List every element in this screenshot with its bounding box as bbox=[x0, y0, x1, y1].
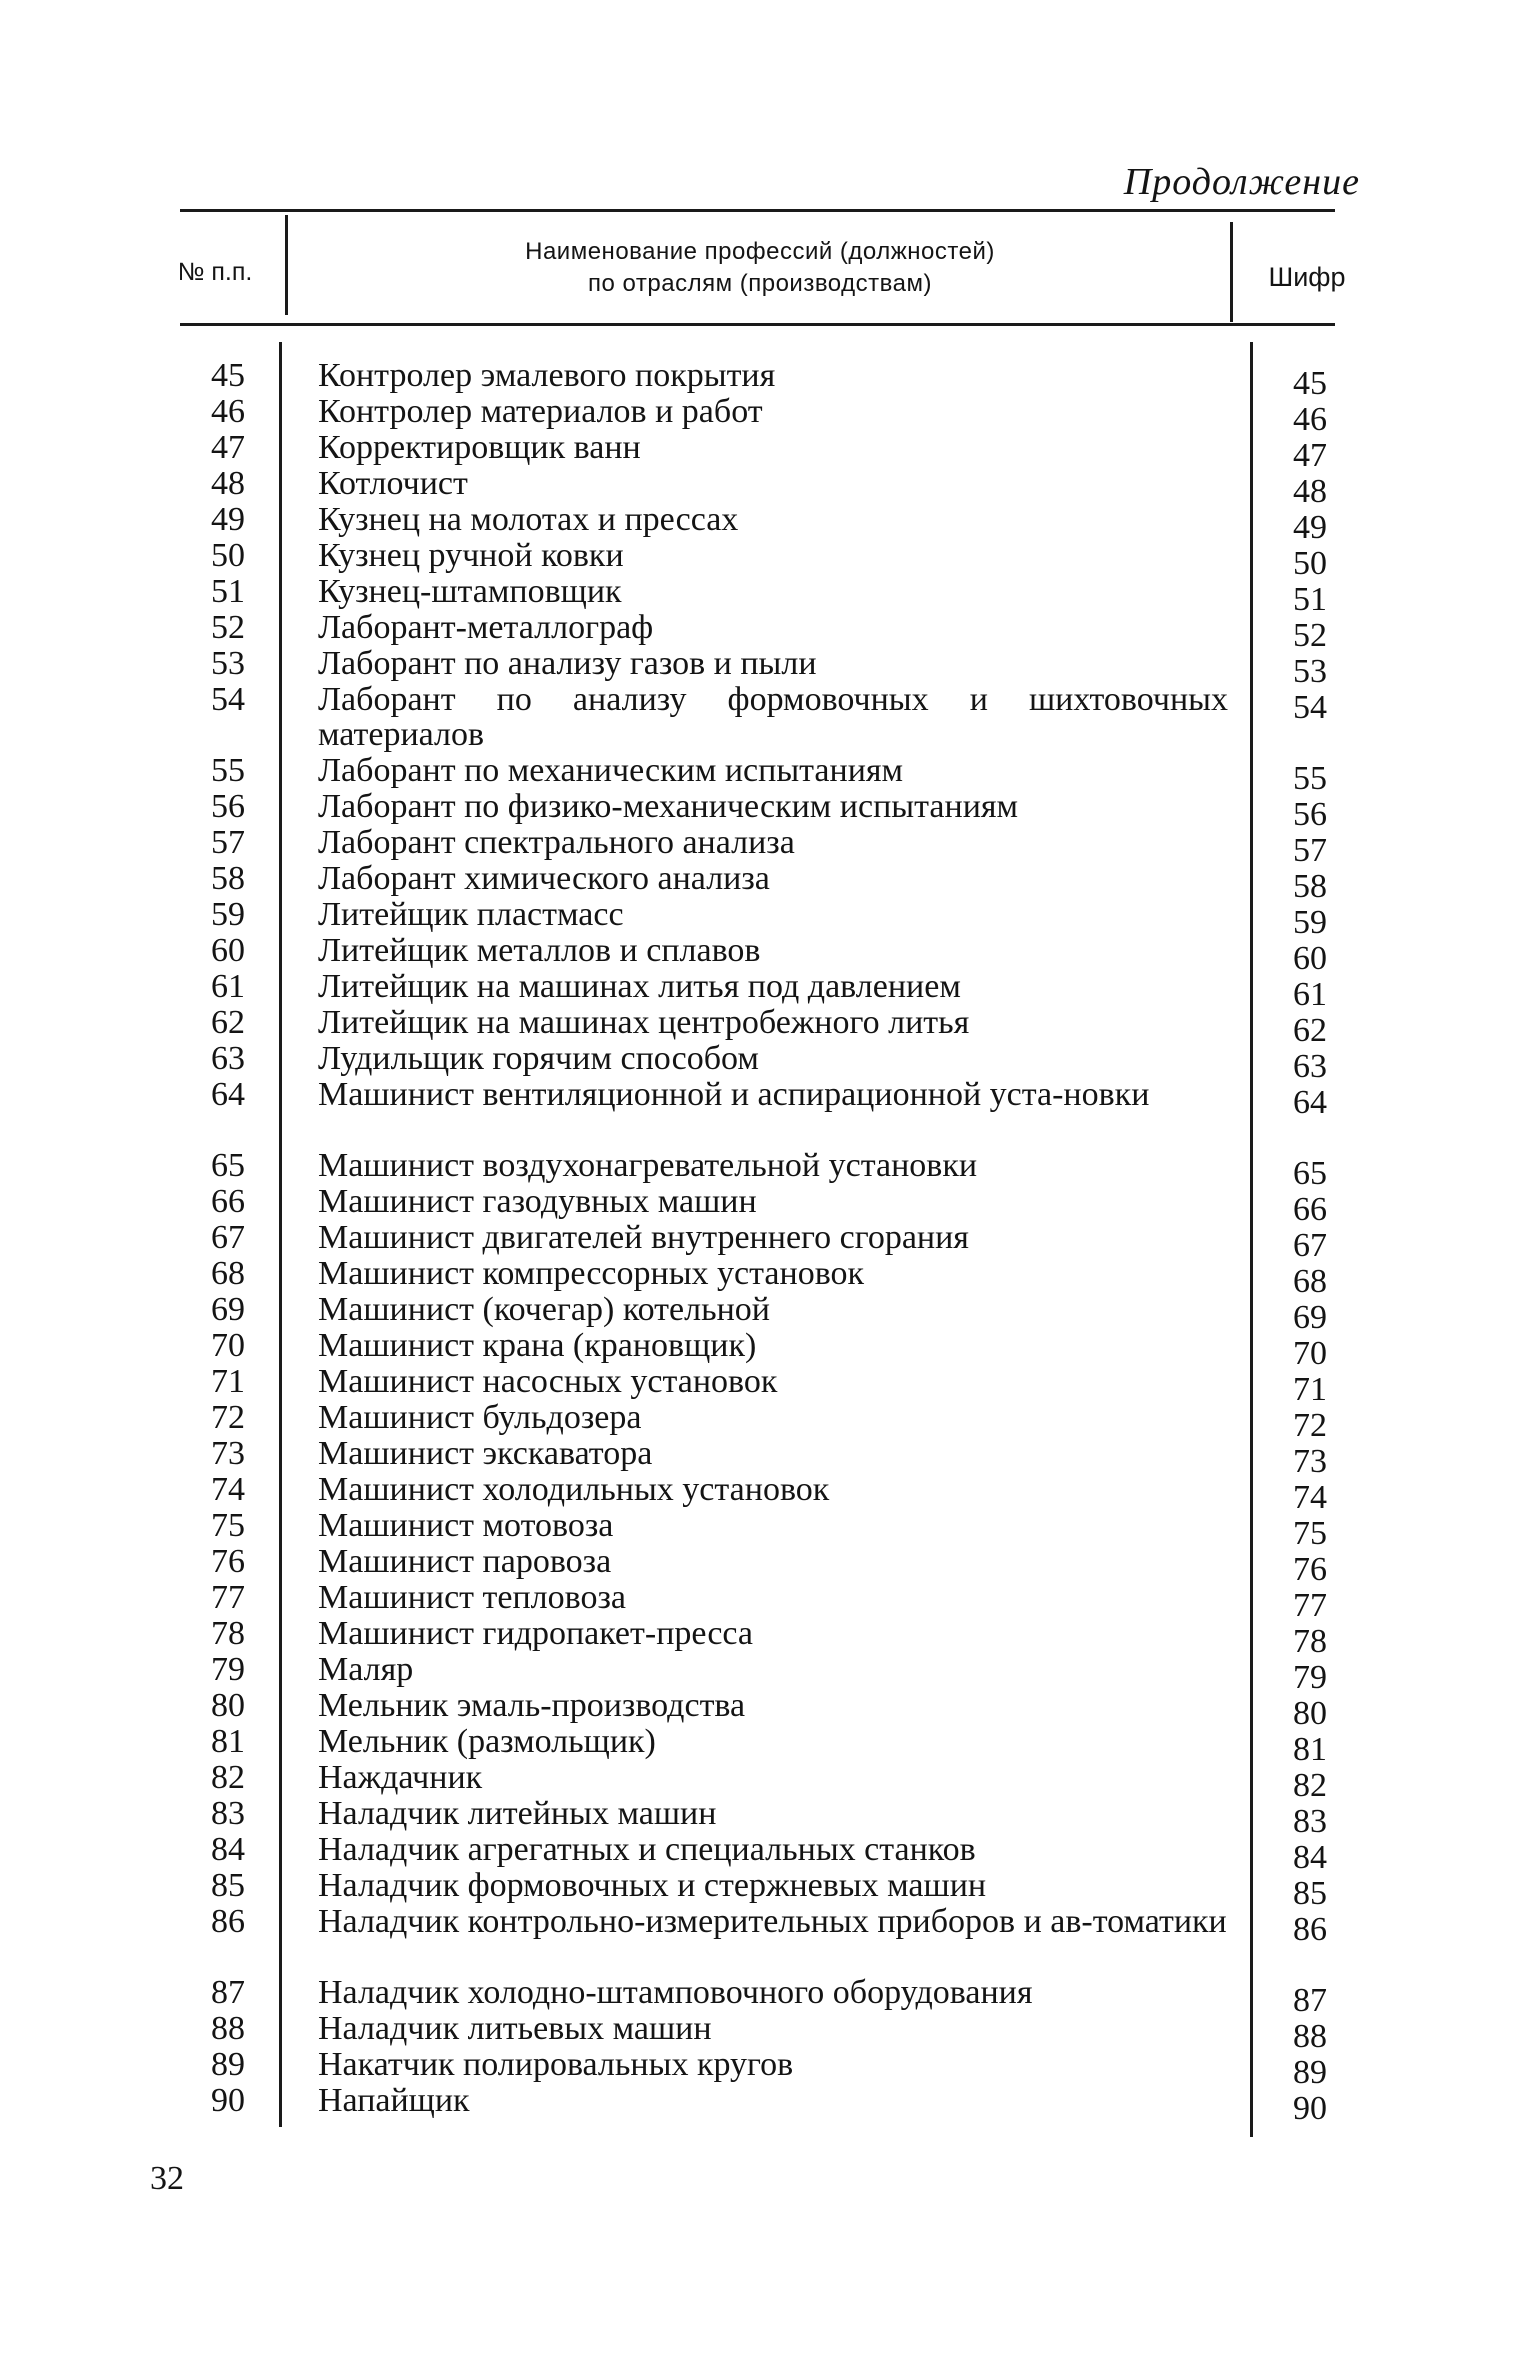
row-number: 59 bbox=[211, 896, 245, 933]
row-number: 72 bbox=[211, 1399, 245, 1436]
row-number: 83 bbox=[211, 1795, 245, 1832]
row-code: 89 bbox=[1293, 2054, 1327, 2091]
row-number: 67 bbox=[211, 1219, 245, 1256]
row-number: 87 bbox=[211, 1974, 245, 2011]
row-profession-name: Машинист экскаватора bbox=[318, 1435, 653, 1472]
row-number: 76 bbox=[211, 1543, 245, 1580]
table-row bbox=[0, 1507, 1535, 1552]
column-header-name-line2: по отраслям (производствам) bbox=[588, 270, 932, 297]
row-profession-name: Машинист гидропакет-пресса bbox=[318, 1615, 754, 1652]
table-row bbox=[0, 1471, 1535, 1516]
table-row bbox=[0, 1147, 1535, 1192]
row-number: 61 bbox=[211, 968, 245, 1005]
row-profession-name: Лаборант по анализу газов и пыли bbox=[318, 645, 817, 682]
table-row bbox=[0, 501, 1535, 546]
row-code: 57 bbox=[1293, 832, 1327, 869]
table-row bbox=[0, 1040, 1535, 1085]
row-number: 53 bbox=[211, 645, 245, 682]
row-number: 82 bbox=[211, 1759, 245, 1796]
row-number: 84 bbox=[211, 1831, 245, 1868]
row-number: 54 bbox=[211, 681, 245, 718]
table-row bbox=[0, 1399, 1535, 1444]
row-number: 80 bbox=[211, 1687, 245, 1724]
header-top-rule bbox=[180, 209, 1335, 212]
row-code: 49 bbox=[1293, 509, 1327, 546]
row-profession-name: Лаборант по физико-механическим испытаниям bbox=[318, 788, 1019, 825]
row-number: 74 bbox=[211, 1471, 245, 1508]
table-row bbox=[0, 1615, 1535, 1660]
row-code: 90 bbox=[1293, 2090, 1327, 2127]
row-number: 55 bbox=[211, 752, 245, 789]
row-number: 81 bbox=[211, 1723, 245, 1760]
row-profession-name: Лаборант спектрального анализа bbox=[318, 824, 795, 861]
table-row bbox=[0, 932, 1535, 977]
row-profession-name: Машинист насосных установок bbox=[318, 1363, 778, 1400]
row-code: 82 bbox=[1293, 1767, 1327, 1804]
table-row bbox=[0, 1327, 1535, 1372]
row-code: 63 bbox=[1293, 1048, 1327, 1085]
row-profession-name: Машинист крана (крановщик) bbox=[318, 1327, 757, 1364]
row-profession-name: Литейщик на машинах центробежного литья bbox=[318, 1004, 970, 1041]
row-code: 70 bbox=[1293, 1335, 1327, 1372]
row-profession-name: Литейщик пластмасс bbox=[318, 896, 624, 933]
table-row bbox=[0, 860, 1535, 905]
table-row bbox=[0, 1651, 1535, 1696]
row-number: 57 bbox=[211, 824, 245, 861]
row-profession-name: Машинист компрессорных установок bbox=[318, 1255, 865, 1292]
row-code: 80 bbox=[1293, 1695, 1327, 1732]
table-row bbox=[0, 1974, 1535, 2019]
table-row bbox=[0, 573, 1535, 618]
row-number: 66 bbox=[211, 1183, 245, 1220]
row-code: 83 bbox=[1293, 1803, 1327, 1840]
row-profession-name: Мельник (размольщик) bbox=[318, 1723, 656, 1760]
row-code: 62 bbox=[1293, 1012, 1327, 1049]
table-row bbox=[0, 1543, 1535, 1588]
row-code: 77 bbox=[1293, 1587, 1327, 1624]
row-profession-name: Напайщик bbox=[318, 2082, 470, 2119]
row-number: 46 bbox=[211, 393, 245, 430]
row-profession-name: Машинист мотовоза bbox=[318, 1507, 614, 1544]
table-row bbox=[0, 1183, 1535, 1228]
table-row bbox=[0, 788, 1535, 833]
table-row bbox=[0, 465, 1535, 510]
column-header-name bbox=[290, 236, 1230, 300]
row-profession-name: Лудильщик горячим способом bbox=[318, 1040, 759, 1077]
row-code: 78 bbox=[1293, 1623, 1327, 1660]
row-code: 52 bbox=[1293, 617, 1327, 654]
row-code: 67 bbox=[1293, 1227, 1327, 1264]
row-code: 75 bbox=[1293, 1515, 1327, 1552]
row-profession-name: Контролер материалов и работ bbox=[318, 393, 763, 430]
table-row bbox=[0, 2010, 1535, 2055]
row-profession-name: Наладчик литейных машин bbox=[318, 1795, 717, 1832]
row-code: 72 bbox=[1293, 1407, 1327, 1444]
row-number: 86 bbox=[211, 1903, 245, 1940]
row-code: 64 bbox=[1293, 1084, 1327, 1121]
row-code: 61 bbox=[1293, 976, 1327, 1013]
row-profession-name: Машинист тепловоза bbox=[318, 1579, 626, 1616]
row-code: 65 bbox=[1293, 1155, 1327, 1192]
page-number: 32 bbox=[150, 2160, 184, 2197]
row-profession-name: Наладчик контрольно-измерительных приборов и ав-томатики bbox=[318, 1903, 1227, 1940]
row-number: 90 bbox=[211, 2082, 245, 2119]
row-profession-name: Машинист газодувных машин bbox=[318, 1183, 757, 1220]
table-row bbox=[0, 429, 1535, 474]
row-number: 75 bbox=[211, 1507, 245, 1544]
row-code: 58 bbox=[1293, 868, 1327, 905]
row-profession-name: Контролер эмалевого покрытия bbox=[318, 357, 776, 394]
row-profession-name: Машинист воздухонагревательной установки bbox=[318, 1147, 978, 1184]
table-row bbox=[0, 824, 1535, 869]
row-profession-name: Литейщик на машинах литья под давлением bbox=[318, 968, 961, 1005]
row-number: 69 bbox=[211, 1291, 245, 1328]
row-profession-name: Лаборант по анализу формовочных и шихтовочных материалов bbox=[318, 681, 1228, 753]
row-code: 86 bbox=[1293, 1911, 1327, 1948]
table-row bbox=[0, 682, 1535, 753]
row-code: 84 bbox=[1293, 1839, 1327, 1876]
table-row bbox=[0, 609, 1535, 654]
table-row bbox=[0, 1759, 1535, 1804]
row-code: 45 bbox=[1293, 365, 1327, 402]
table-row bbox=[0, 1687, 1535, 1732]
column-header-name-line1: Наименование профессий (должностей) bbox=[525, 238, 995, 265]
row-code: 51 bbox=[1293, 581, 1327, 618]
row-code: 69 bbox=[1293, 1299, 1327, 1336]
row-number: 71 bbox=[211, 1363, 245, 1400]
row-number: 48 bbox=[211, 465, 245, 502]
row-number: 89 bbox=[211, 2046, 245, 2083]
row-code: 68 bbox=[1293, 1263, 1327, 1300]
row-code: 74 bbox=[1293, 1479, 1327, 1516]
column-header-number: № п.п. bbox=[177, 258, 253, 286]
row-number: 52 bbox=[211, 609, 245, 646]
row-profession-name: Котлочист bbox=[318, 465, 468, 502]
table-row bbox=[0, 393, 1535, 438]
table-row bbox=[0, 1579, 1535, 1624]
row-number: 47 bbox=[211, 429, 245, 466]
table-row bbox=[0, 1004, 1535, 1049]
row-code: 76 bbox=[1293, 1551, 1327, 1588]
row-code: 73 bbox=[1293, 1443, 1327, 1480]
row-profession-name: Наладчик формовочных и стержневых машин bbox=[318, 1867, 987, 1904]
table-row bbox=[0, 1255, 1535, 1300]
table-row bbox=[0, 896, 1535, 941]
table-row bbox=[0, 1291, 1535, 1336]
row-profession-name: Машинист холодильных установок bbox=[318, 1471, 830, 1508]
table-row bbox=[0, 1077, 1535, 1148]
header-bottom-rule bbox=[180, 323, 1335, 326]
table-row bbox=[0, 1867, 1535, 1912]
row-number: 70 bbox=[211, 1327, 245, 1364]
row-profession-name: Накатчик полировальных кругов bbox=[318, 2046, 794, 2083]
row-profession-name: Наладчик агрегатных и специальных станков bbox=[318, 1831, 976, 1868]
row-code: 50 bbox=[1293, 545, 1327, 582]
row-profession-name: Мельник эмаль-производства bbox=[318, 1687, 746, 1724]
row-profession-name: Машинист паровоза bbox=[318, 1543, 612, 1580]
row-code: 66 bbox=[1293, 1191, 1327, 1228]
row-code: 47 bbox=[1293, 437, 1327, 474]
table-row bbox=[0, 1219, 1535, 1264]
row-profession-name: Кузнец-штамповщик bbox=[318, 573, 622, 610]
row-profession-name: Лаборант по механическим испытаниям bbox=[318, 752, 904, 789]
table-row bbox=[0, 1831, 1535, 1876]
row-code: 59 bbox=[1293, 904, 1327, 941]
table-row bbox=[0, 645, 1535, 690]
row-code: 87 bbox=[1293, 1982, 1327, 2019]
row-code: 55 bbox=[1293, 760, 1327, 797]
row-code: 88 bbox=[1293, 2018, 1327, 2055]
row-profession-name: Лаборант-металлограф bbox=[318, 609, 654, 646]
row-profession-name: Машинист бульдозера bbox=[318, 1399, 642, 1436]
row-number: 65 bbox=[211, 1147, 245, 1184]
table-row bbox=[0, 2082, 1535, 2127]
row-code: 53 bbox=[1293, 653, 1327, 690]
table-row bbox=[0, 357, 1535, 402]
row-profession-name: Машинист вентиляционной и аспирационной уста-новки bbox=[318, 1076, 1150, 1113]
table-row bbox=[0, 2046, 1535, 2091]
row-number: 50 bbox=[211, 537, 245, 574]
table-row bbox=[0, 1363, 1535, 1408]
table-row bbox=[0, 537, 1535, 582]
table-row bbox=[0, 752, 1535, 797]
continuation-label: Продолжение bbox=[1123, 161, 1360, 203]
table-row bbox=[0, 968, 1535, 1013]
table-row bbox=[0, 1795, 1535, 1840]
row-number: 77 bbox=[211, 1579, 245, 1616]
row-profession-name: Лаборант химического анализа bbox=[318, 860, 770, 897]
row-number: 78 bbox=[211, 1615, 245, 1652]
table-row bbox=[0, 1723, 1535, 1768]
row-profession-name: Наждачник bbox=[318, 1759, 483, 1796]
row-profession-name: Корректировщик ванн bbox=[318, 429, 641, 466]
row-code: 60 bbox=[1293, 940, 1327, 977]
row-number: 73 bbox=[211, 1435, 245, 1472]
row-code: 48 bbox=[1293, 473, 1327, 510]
row-code: 56 bbox=[1293, 796, 1327, 833]
row-code: 81 bbox=[1293, 1731, 1327, 1768]
row-code: 79 bbox=[1293, 1659, 1327, 1696]
row-number: 85 bbox=[211, 1867, 245, 1904]
row-profession-name: Машинист (кочегар) котельной bbox=[318, 1291, 770, 1328]
table-row bbox=[0, 1904, 1535, 1975]
row-number: 56 bbox=[211, 788, 245, 825]
row-number: 68 bbox=[211, 1255, 245, 1292]
row-profession-name: Машинист двигателей внутреннего сгорания bbox=[318, 1219, 969, 1256]
row-code: 85 bbox=[1293, 1875, 1327, 1912]
row-number: 63 bbox=[211, 1040, 245, 1077]
row-number: 62 bbox=[211, 1004, 245, 1041]
row-profession-name: Наладчик литьевых машин bbox=[318, 2010, 712, 2047]
row-code: 54 bbox=[1293, 689, 1327, 726]
row-profession-name: Наладчик холодно-штамповочного оборудования bbox=[318, 1974, 1033, 2011]
row-profession-name: Кузнец ручной ковки bbox=[318, 537, 624, 574]
row-profession-name: Маляр bbox=[318, 1651, 414, 1688]
table-row bbox=[0, 1435, 1535, 1480]
row-number: 45 bbox=[211, 357, 245, 394]
row-number: 88 bbox=[211, 2010, 245, 2047]
row-number: 51 bbox=[211, 573, 245, 610]
row-code: 71 bbox=[1293, 1371, 1327, 1408]
row-number: 64 bbox=[211, 1076, 245, 1113]
row-number: 58 bbox=[211, 860, 245, 897]
row-number: 49 bbox=[211, 501, 245, 538]
row-number: 60 bbox=[211, 932, 245, 969]
row-code: 46 bbox=[1293, 401, 1327, 438]
row-profession-name: Кузнец на молотах и прессах bbox=[318, 501, 739, 538]
column-header-code: Шифр bbox=[1268, 262, 1346, 292]
row-number: 79 bbox=[211, 1651, 245, 1688]
row-profession-name: Литейщик металлов и сплавов bbox=[318, 932, 761, 969]
